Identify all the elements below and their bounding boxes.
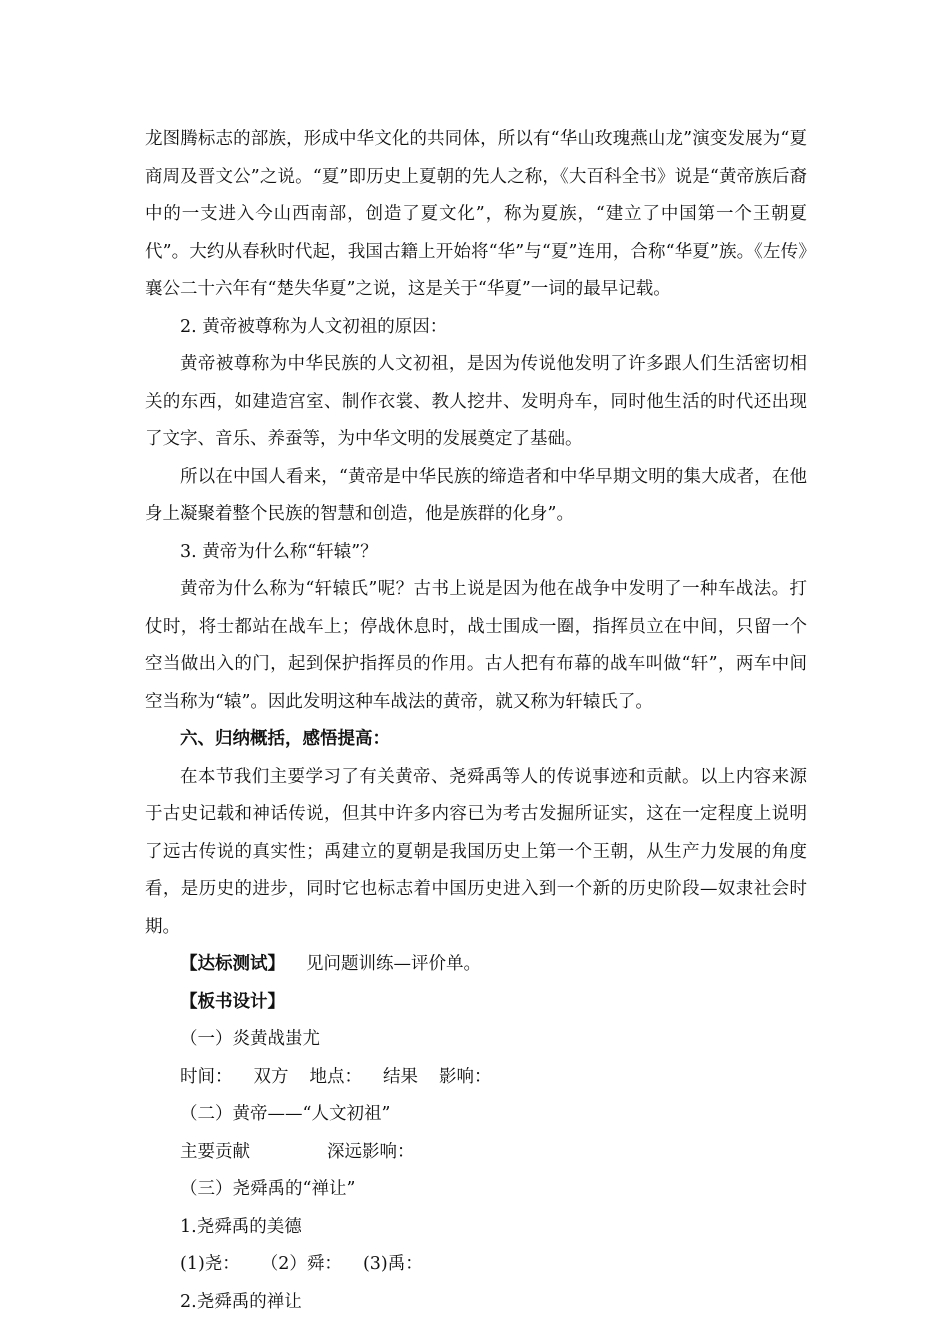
board-section-3-sub2: 2.尧舜禹的禅让: [180, 1291, 302, 1312]
paragraph-3: 黄帝为什么称为“轩辕氏”呢？古书上说是因为他在战争中发明了一种车战法。打仗时，将士都站在战车上；停战休息时，战士围成一圈，指挥员立在中间，只留一个空当做出入的门，起到保护指挥员的作用。古人把有布幕的战车叫做“轩”，两车中间空当称为“辕”。因此发明这种车战法的黄帝，就又称为轩辕氏了。: [145, 579, 807, 712]
heading-2: 2. 黄帝被尊称为人文初祖的原因：: [180, 316, 448, 337]
board-item: 影响：: [439, 1066, 492, 1087]
board-section-2: （二）黄帝——“人文初祖”: [180, 1104, 391, 1124]
board-section-3-items: [145, 1246, 807, 1284]
body-text-top: [145, 121, 807, 1321]
board-section-1: （一）炎黄战蚩尤: [180, 1029, 320, 1049]
board-item: 时间：: [180, 1066, 233, 1087]
test-text: 见问题训练—评价单。: [306, 954, 481, 974]
test-label: 【达标测试】: [180, 954, 285, 974]
board-item: (3)禹：: [362, 1254, 423, 1274]
intro-paragraph: 龙图腾标志的部族，形成中华文化的共同体，所以有“华山玫瑰燕山龙”演变发展为“夏商周及晋文公”之说。“夏”即历史上夏朝的先人之称，《大百科全书》说是“黄帝族后裔中的一支进入今山西南部，创造了夏文化”，称为夏族，“建立了中国第一个王朝夏代”。大约从春秋时代起，我国古籍上开始将“华”与“夏”连用，合称“华夏”族。《左传》襄公二十六年有“楚失华夏”之说，这是关于“华夏”一词的最早记载。: [145, 129, 807, 299]
board-item: 深远影响：: [327, 1141, 415, 1162]
board-item: 主要贡献: [180, 1141, 250, 1162]
test-line: [145, 946, 807, 984]
board-item: （2）舜：: [260, 1254, 342, 1274]
board-section-3: （三）尧舜禹的“禅让”: [180, 1179, 356, 1199]
paragraph-2b: 所以在中国人看来，“黄帝是中华民族的缔造者和中华早期文明的集大成者，在他身上凝聚着整个民族的智慧和创造，他是族群的化身”。: [145, 466, 807, 524]
board-section-1-items: [145, 1059, 807, 1097]
paragraph-2a: 黄帝被尊称为中华民族的人文初祖，是因为传说他发明了许多跟人们生活密切相关的东西，如建造宫室、制作衣裳、教人挖井、发明舟车，同时他生活的时代还出现了文字、音乐、养蚕等，为中华文明的发展奠定了基础。: [145, 354, 807, 449]
paragraph-6: 在本节我们主要学习了有关黄帝、尧舜禹等人的传说事迹和贡献。以上内容来源于古史记载和神话传说，但其中许多内容已为考古发掘所证实，这在一定程度上说明了远古传说的真实性；禹建立的夏朝是我国历史上第一个王朝，从生产力发展的角度看，是历史的进步，同时它也标志着中国历史进入到一个新的历史阶段—奴隶社会时期。: [145, 766, 807, 937]
heading-6: 六、归纳概括，感悟提高：: [180, 729, 390, 749]
board-label: 【板书设计】: [180, 991, 285, 1012]
heading-3: 3. 黄帝为什么称“轩辕”？: [180, 541, 378, 562]
board-item: 地点：: [309, 1066, 362, 1087]
board-section-2-items: [145, 1134, 807, 1172]
board-section-3-sub1: 1.尧舜禹的美德: [180, 1216, 302, 1237]
board-item: 双方: [253, 1066, 289, 1087]
board-item: 结果: [383, 1066, 418, 1087]
board-item: (1)尧：: [180, 1254, 240, 1274]
